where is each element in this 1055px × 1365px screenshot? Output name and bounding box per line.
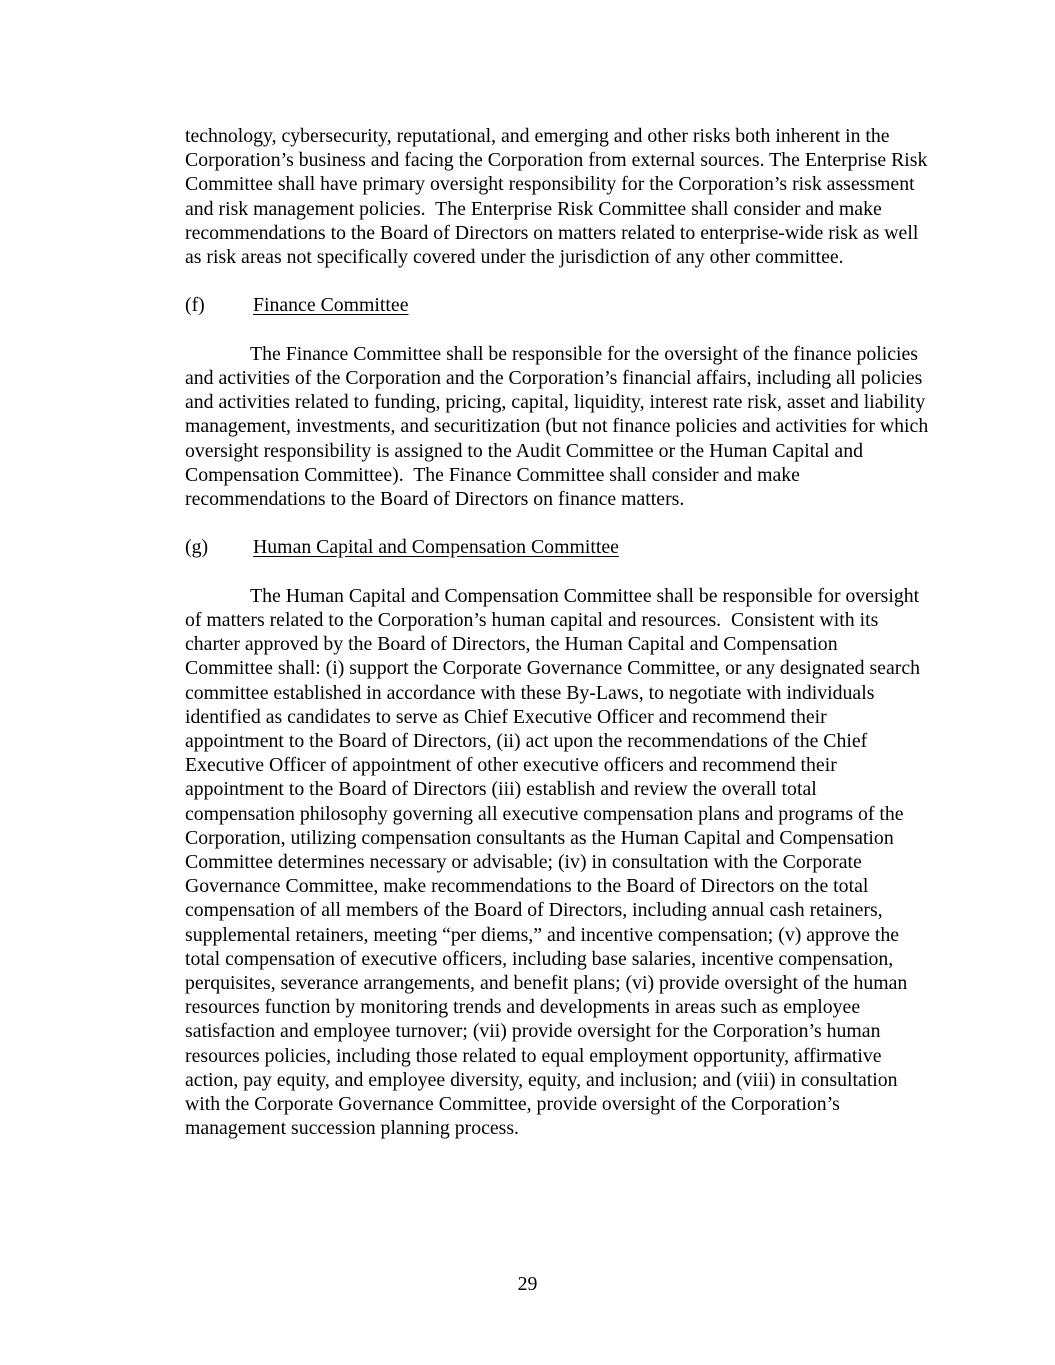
section-g-label: (g)	[185, 536, 209, 559]
page-number: 29	[517, 1273, 538, 1295]
section-f-label: (f)	[185, 294, 205, 317]
document-body	[185, 124, 934, 1165]
section-heading-f	[185, 293, 930, 317]
section-g-title: Human Capital and Compensation Committee	[253, 536, 619, 559]
paragraph-finance-committee: The Finance Committee shall be responsible for the oversight of the finance policies and activities of the Corporation and the Corporation’s financial affairs, including all policies and activities related to funding, pricing, capital, liquidity, interest rate risk, asset and liability management, investments, and securitization (but not finance policies and activities for which oversight responsibility is assigned to the Audit Committee or the Human Capital and Compensation Committee). The Finance Committee shall consider and make recommendations to the Board of Directors on finance matters.	[185, 342, 934, 511]
section-heading-g	[185, 535, 930, 559]
paragraph-human-capital-compensation-committee: The Human Capital and Compensation Committee shall be responsible for oversight of matters related to the Corporation’s human capital and resources. Consistent with its charter approved by the Board of Directors, the Human Capital and Compensation Committee shall: (i) support the Corporate Governance Committee, or any designated search committee established in accordance with these By-Laws, to negotiate with individuals identified as candidates to serve as Chief Executive Officer and recommend their appointment to the Board of Directors, (ii) act upon the recommendations of the Chief Executive Officer of appointment of other executive officers and recommend their appointment to the Board of Directors (iii) establish and review the overall total compensation philosophy governing all executive compensation plans and programs of the Corporation, utilizing compensation consultants as the Human Capital and Compensation Committee determines necessary or advisable; (iv) in consultation with the Corporate Governance Committee, make recommendations to the Board of Directors on the total compensation of all members of the Board of Directors, including annual cash retainers, supplemental retainers, meeting “per diems,” and incentive compensation; (v) approve the total compensation of executive officers, including base salaries, incentive compensation, perquisites, severance arrangements, and benefit plans; (vi) provide oversight of the human resources function by monitoring trends and developments in areas such as employee satisfaction and employee turnover; (vii) provide oversight for the Corporation’s human resources policies, including those related to equal employment opportunity, affirmative action, pay equity, and employee diversity, equity, and inclusion; and (viii) in consultation with the Corporate Governance Committee, provide oversight of the Corporation’s management succession planning process.	[185, 584, 925, 1140]
section-f-title: Finance Committee	[253, 294, 409, 317]
page-footer	[0, 1272, 1055, 1296]
paragraph-enterprise-risk-continuation: technology, cybersecurity, reputational, and emerging and other risks both inherent in the Corporation’s business and facing the Corporation from external sources. The Enterprise Risk Committee shall have primary oversight responsibility for the Corporation’s risk assessment and risk management policies. The Enterprise Risk Committee shall consider and make recommendations to the Board of Directors on matters related to enterprise-wide risk as well as risk areas not specifically covered under the jurisdiction of any other committee.	[185, 125, 933, 269]
